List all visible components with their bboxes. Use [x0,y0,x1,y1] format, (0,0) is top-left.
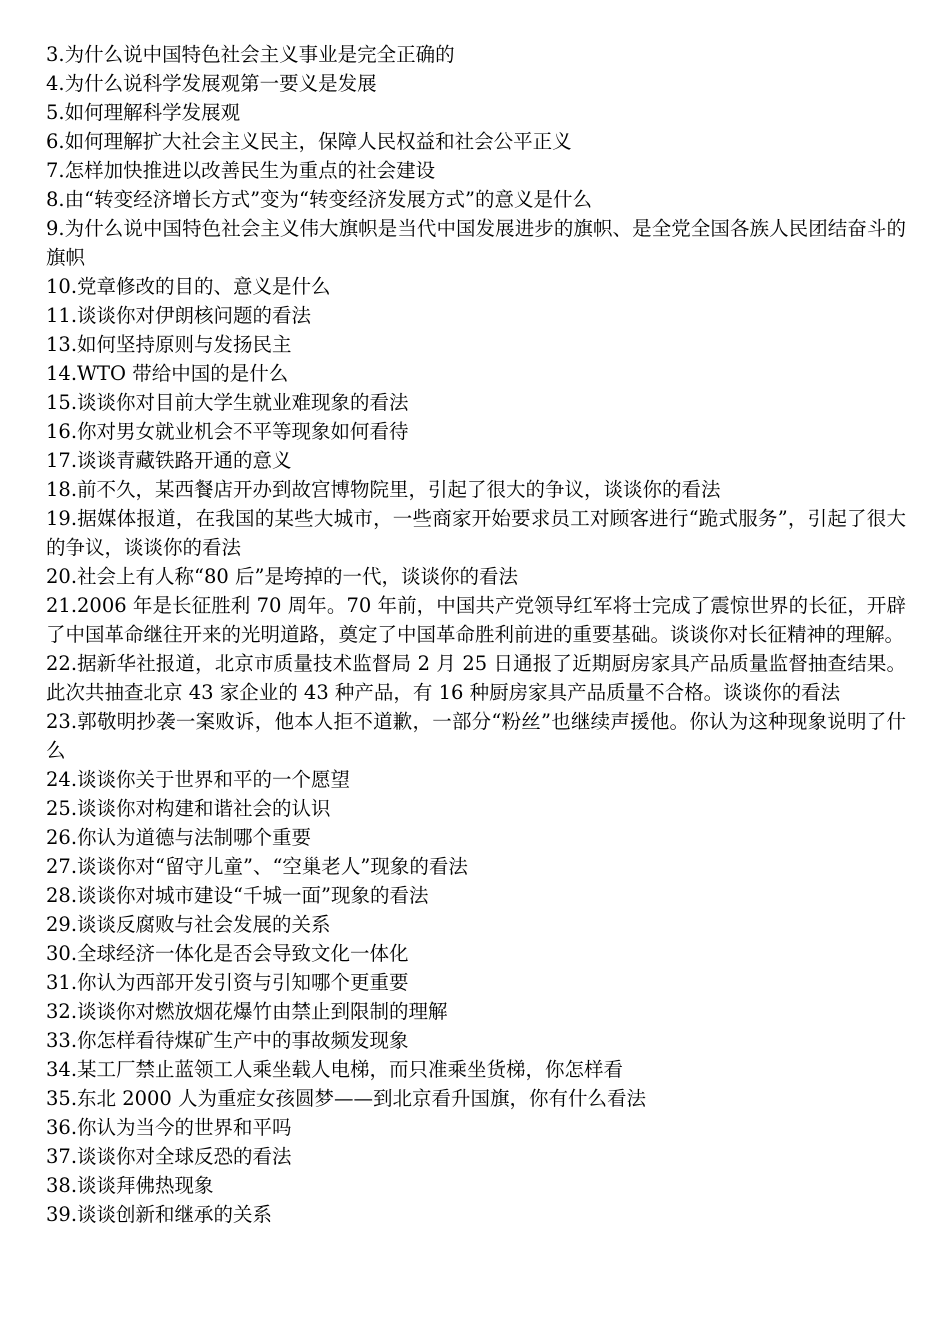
list-item [46,939,906,968]
list-item-text: 39.谈谈创新和继承的关系 [46,1203,273,1226]
list-item [46,823,906,852]
list-item [46,388,906,417]
list-item [46,591,906,649]
list-item-text: 33.你怎样看待煤矿生产中的事故频发现象 [46,1029,409,1052]
list-item [46,1171,906,1200]
list-item-text: 27.谈谈你对“留守儿童”、“空巢老人”现象的看法 [46,855,468,878]
list-item-text: 38.谈谈拜佛热现象 [46,1174,214,1197]
list-item-text: 22.据新华社报道，北京市质量技术监督局 2 月 25 日通报了近期厨房家具产品质量监督抽查结果。此次共抽查北京 43 家企业的 43 种产品，有 16 种厨房家具产品质量不合格。谈谈你的看法 [46,652,906,704]
list-item [46,910,906,939]
list-item [46,446,906,475]
list-item [46,301,906,330]
list-item-text: 26.你认为道德与法制哪个重要 [46,826,312,849]
list-item-text: 19.据媒体报道，在我国的某些大城市，一些商家开始要求员工对顾客进行“跪式服务”，引起了很大的争议，谈谈你的看法 [46,507,906,559]
list-item [46,417,906,446]
list-item-text: 31.你认为西部开发引资与引知哪个更重要 [46,971,409,994]
list-item [46,40,906,69]
list-item-text: 35.东北 2000 人为重症女孩圆梦——到北京看升国旗，你有什么看法 [46,1087,647,1110]
list-item [46,475,906,504]
list-item [46,504,906,562]
list-item-text: 18.前不久，某西餐店开办到故宫博物院里，引起了很大的争议，谈谈你的看法 [46,478,721,501]
list-item [46,359,906,388]
list-item-text: 37.谈谈你对全球反恐的看法 [46,1145,292,1168]
list-item-text: 13.如何坚持原则与发扬民主 [46,333,292,356]
question-list [46,40,906,1229]
list-item-text: 14.WTO 带给中国的是什么 [46,362,289,385]
list-item-text: 28.谈谈你对城市建设“千城一面”现象的看法 [46,884,429,907]
list-item [46,1113,906,1142]
list-item [46,649,906,707]
list-item-text: 17.谈谈青藏铁路开通的意义 [46,449,292,472]
list-item-text: 30.全球经济一体化是否会导致文化一体化 [46,942,409,965]
list-item [46,968,906,997]
list-item [46,765,906,794]
list-item-text: 8.由“转变经济增长方式”变为“转变经济发展方式”的意义是什么 [46,188,592,211]
list-item [46,98,906,127]
list-item-text: 16.你对男女就业机会不平等现象如何看待 [46,420,409,443]
list-item-text: 6.如何理解扩大社会主义民主，保障人民权益和社会公平正义 [46,130,572,153]
list-item [46,852,906,881]
list-item-text: 29.谈谈反腐败与社会发展的关系 [46,913,331,936]
list-item [46,1026,906,1055]
list-item [46,1200,906,1229]
list-item [46,1055,906,1084]
list-item [46,185,906,214]
list-item [46,562,906,591]
list-item [46,272,906,301]
list-item [46,1084,906,1113]
list-item [46,156,906,185]
list-item-text: 4.为什么说科学发展观第一要义是发展 [46,72,377,95]
list-item [46,707,906,765]
list-item-text: 5.如何理解科学发展观 [46,101,241,124]
list-item-text: 32.谈谈你对燃放烟花爆竹由禁止到限制的理解 [46,1000,448,1023]
list-item-text: 23.郭敬明抄袭一案败诉，他本人拒不道歉，一部分“粉丝”也继续声援他。你认为这种现象说明了什么 [46,710,906,762]
list-item-text: 20.社会上有人称“80 后”是垮掉的一代，谈谈你的看法 [46,565,518,588]
list-item [46,127,906,156]
list-item-text: 7.怎样加快推进以改善民生为重点的社会建设 [46,159,436,182]
list-item-text: 34.某工厂禁止蓝领工人乘坐载人电梯，而只准乘坐货梯，你怎样看 [46,1058,624,1081]
list-item-text: 3.为什么说中国特色社会主义事业是完全正确的 [46,43,455,66]
list-item-text: 25.谈谈你对构建和谐社会的认识 [46,797,331,820]
list-item [46,1142,906,1171]
list-item-text: 11.谈谈你对伊朗核问题的看法 [46,304,312,327]
list-item [46,881,906,910]
list-item-text: 9.为什么说中国特色社会主义伟大旗帜是当代中国发展进步的旗帜、是全党全国各族人民团结奋斗的旗帜 [46,217,906,269]
list-item-text: 15.谈谈你对目前大学生就业难现象的看法 [46,391,409,414]
list-item-text: 36.你认为当今的世界和平吗 [46,1116,292,1139]
list-item [46,330,906,359]
list-item-text: 10.党章修改的目的、意义是什么 [46,275,331,298]
list-item-text: 24.谈谈你关于世界和平的一个愿望 [46,768,351,791]
list-item [46,794,906,823]
list-item [46,997,906,1026]
list-item [46,214,906,272]
list-item [46,69,906,98]
list-item-text: 21.2006 年是长征胜利 70 周年。70 年前，中国共产党领导红军将士完成了震惊世界的长征，开辟了中国革命继往开来的光明道路，奠定了中国革命胜利前进的重要基础。谈谈你对长征精神的理解。 [46,594,906,646]
